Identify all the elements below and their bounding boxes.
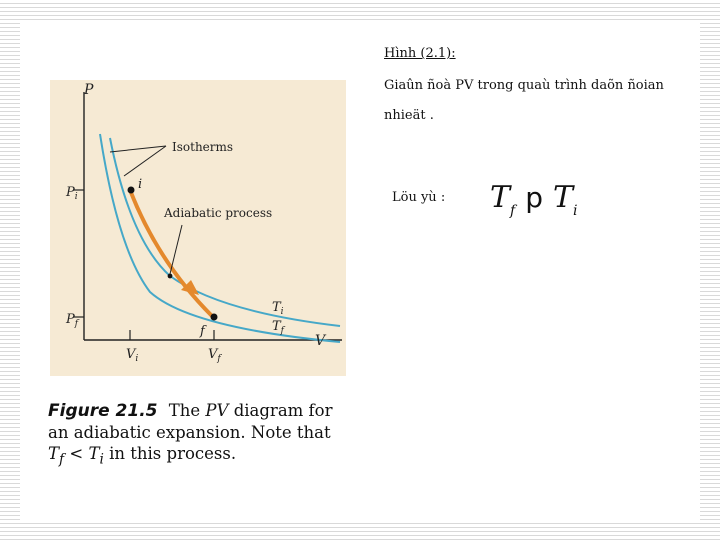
adiabatic-pointer-dot [168,274,173,279]
figure-caption: Figure 21.5 The PV diagram for an adiabatic expansion. Note that $T_f < T_i$ in this process. [48,401,333,468]
note-remark: Löu yù : [392,190,446,205]
pv-diagram [50,80,346,376]
point-final [211,314,218,321]
formula-left-sub: f [510,203,516,219]
curve-label-tf: $T_f$ [272,319,285,336]
note-formula [490,180,577,219]
plot-background [50,80,346,376]
point-final-label: f [200,324,205,339]
isotherms-annotation: Isotherms [172,140,234,154]
tick-label-vf: $V_f$ [208,347,221,364]
tick-label-vi: $V_i$ [126,347,139,364]
tick-label-pi: $P_i$ [66,185,78,202]
note-title: Hình (2.1): [384,46,456,61]
point-initial [128,187,135,194]
note-panel [384,42,684,219]
adiabatic-annotation: Adiabatic process [164,206,273,220]
x-axis-label: V [315,333,326,349]
note-description: Giaûn ñoà PV trong quaù trình daõn ñoian nhieät . [384,78,664,123]
formula-right-sub: i [573,203,578,219]
figure-caption-label: Figure 21.5 [48,401,158,421]
point-initial-label: i [138,177,143,192]
y-axis-label: P [84,82,94,98]
tick-label-pf: $P_f$ [66,312,79,329]
formula-left: T [490,180,511,215]
slide [20,20,700,520]
formula-right: T [552,180,573,215]
curve-label-ti: $T_i$ [272,300,284,317]
figure-panel [28,40,346,468]
formula-symbol: p [525,181,543,214]
